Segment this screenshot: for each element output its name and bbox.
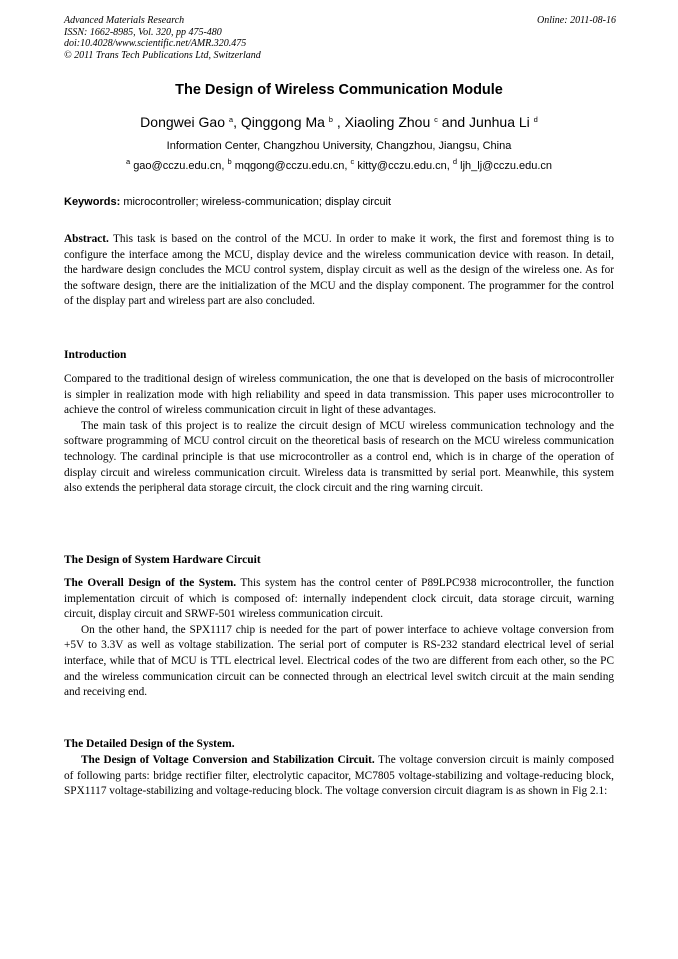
abstract bbox=[64, 232, 614, 310]
overall-design-heading: The Overall Design of the System. bbox=[64, 577, 237, 589]
keywords bbox=[64, 196, 616, 208]
hardware-body bbox=[64, 576, 614, 701]
email-list bbox=[0, 157, 678, 172]
issn-line: ISSN: 1662-8985, Vol. 320, pp 475-480 bbox=[64, 26, 222, 38]
author-name: Dongwei Gao bbox=[140, 114, 225, 130]
email-marker: b bbox=[227, 157, 232, 166]
copyright-line: © 2011 Trans Tech Publications Ltd, Switzerland bbox=[64, 49, 261, 61]
author-separator: and bbox=[437, 114, 470, 130]
author-name: Junhua Li bbox=[469, 114, 530, 130]
journal-header bbox=[64, 15, 616, 61]
author-name: Qinggong Ma bbox=[240, 114, 325, 130]
detailed-paragraph-1: The voltage conversion circuit is mainly composed of following parts: bridge rectifier filter, electrolytic capacitor, MC7805 voltage-stabilizing and voltage-reducing block, SPX1117 voltage-stabilizing and voltage-reducing block. The voltage conversion circuit diagram is as shown in Fig 2.1: bbox=[64, 754, 614, 798]
paper-title: The Design of Wireless Communication Module bbox=[175, 82, 503, 98]
author-marker: c bbox=[434, 115, 438, 124]
affiliation: Information Center, Changzhou University, Changzhou, Jiangsu, China bbox=[166, 140, 512, 152]
doi-line[interactable]: doi:10.4028/www.scientific.net/AMR.320.475 bbox=[64, 38, 247, 49]
author-separator: , bbox=[233, 114, 241, 130]
online-date: Online: 2011-08-16 bbox=[537, 15, 616, 26]
author-marker: b bbox=[328, 115, 333, 124]
keywords-text: microcontroller; wireless-communication; display circuit bbox=[123, 196, 392, 208]
email-link[interactable]: ljh_lj@cczu.edu.cn bbox=[460, 160, 553, 172]
email-separator: , bbox=[446, 160, 453, 172]
hardware-paragraph-1: This system has the control center of P89LPC938 microcontroller, the function implementation circuit of which is composed of: internally independent clock circuit, data storage circuit, warning circuit, display circuit and SRWF-501 wireless communication circuit. bbox=[64, 577, 614, 621]
abstract-label: Abstract. bbox=[64, 233, 109, 245]
journal-name: Advanced Materials Research bbox=[64, 15, 185, 26]
hardware-paragraph-2: On the other hand, the SPX1117 chip is needed for the part of power interface to achieve voltage conversion from +5V to 3.3V as well as voltage stabilization. The serial port of computer is RS-232 standard electrical level of serial interface, while that of MCU is TTL electrical level. Electrical codes of the two are different from each other, so the PC and the wireless communication circuit can be connected through an electrical level switch circuit at the main sending and receiving end. bbox=[64, 623, 614, 699]
email-marker: d bbox=[452, 157, 458, 166]
author-separator: , bbox=[332, 114, 345, 130]
introduction-body bbox=[64, 372, 614, 497]
voltage-circuit-heading: The Design of Voltage Conversion and Stabilization Circuit. bbox=[81, 754, 375, 766]
email-link[interactable]: mqgong@cczu.edu.cn bbox=[234, 160, 345, 172]
abstract-text: This task is based on the control of the MCU. In order to make it work, the first and foremost thing is to configure the interface among the MCU, display device and the wireless communication device with reason. In detail, the hardware design concludes the MCU control system, display circuit as well as the design of the wireless one. As for the software design, there are the initialization of the MCU and the display component. The programmer for the control of the display part and wireless part are also concluded. bbox=[64, 233, 614, 308]
detailed-design-body bbox=[64, 753, 614, 800]
author-marker: d bbox=[533, 115, 538, 124]
hardware-heading: The Design of System Hardware Circuit bbox=[64, 554, 261, 566]
introduction-paragraph-1: Compared to the traditional design of wireless communication, the one that is developed on the basis of microcontroller is simpler in realization mode with high reliability and speed in data transmission. This paper uses microcontroller to achieve the control of wireless communication circuit in light of these advantages. bbox=[64, 373, 614, 417]
email-marker: c bbox=[350, 157, 355, 166]
email-link[interactable]: kitty@cczu.edu.cn bbox=[357, 160, 447, 172]
email-separator: , bbox=[221, 160, 228, 172]
author-list bbox=[0, 114, 678, 130]
detailed-design-heading: The Detailed Design of the System. bbox=[64, 738, 235, 750]
email-link[interactable]: gao@cczu.edu.cn bbox=[133, 160, 222, 172]
author-name: Xiaoling Zhou bbox=[344, 114, 431, 130]
email-marker: a bbox=[125, 157, 131, 166]
introduction-heading: Introduction bbox=[64, 349, 127, 361]
email-separator: , bbox=[344, 160, 351, 172]
author-marker: a bbox=[228, 115, 234, 124]
keywords-label: Keywords: bbox=[64, 196, 121, 208]
introduction-paragraph-2: The main task of this project is to realize the circuit design of MCU wireless communication technology and the software programming of MCU control circuit on the theoretical basis of research on the MCU wireless communication technology. The cardinal principle is that use microcontroller as a control end, which is in charge of the operation of display circuit and wireless communication circuit. Wireless data is transmitted by serial port. Meanwhile, this system also extends the peripheral data storage circuit, the clock circuit and the ring warning circuit. bbox=[64, 419, 614, 495]
